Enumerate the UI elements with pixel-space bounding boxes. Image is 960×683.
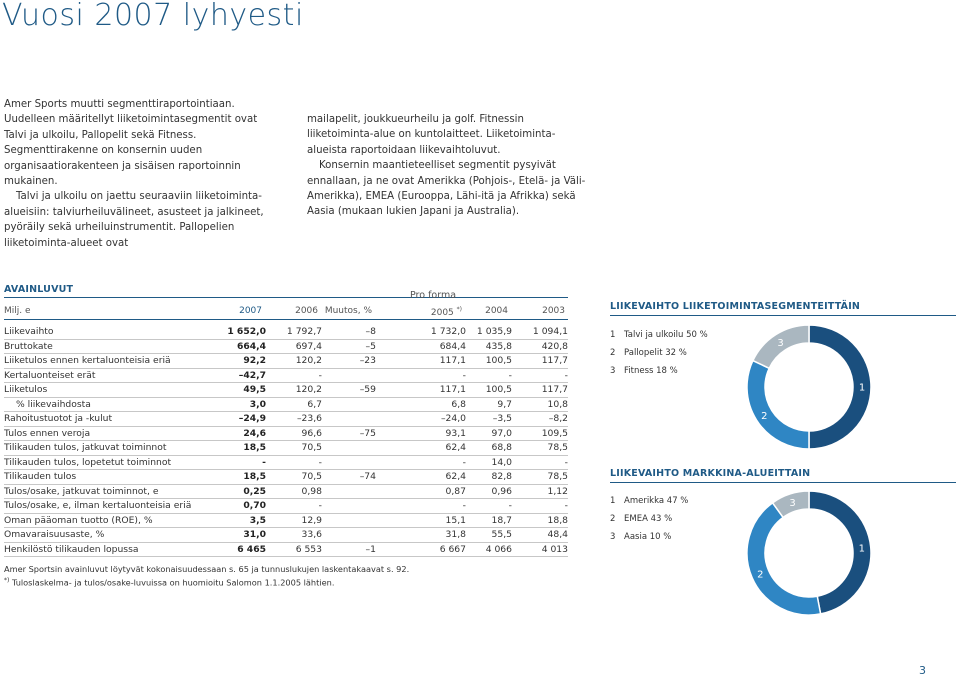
table-row	[4, 325, 568, 339]
cell-v2004: 97,0	[466, 426, 512, 441]
row-label: Liiketulos ennen kertaluonteisia eriä	[4, 354, 204, 369]
cell-v2003: 1,12	[512, 484, 568, 499]
cell-v2004: 9,7	[466, 397, 512, 412]
market-chart-heading: LIIKEVAIHTO MARKKINA-ALUEITTAIN	[610, 468, 811, 479]
cell-v2007: 24,6	[204, 426, 266, 441]
donut-slice-label: 1	[858, 543, 865, 555]
cell-v2005: 62,4	[376, 470, 466, 485]
segment-chart-heading: LIIKEVAIHTO LIIKETOIMINTASEGMENTEITTÄIN	[610, 301, 861, 312]
footnote	[4, 577, 334, 588]
cell-v2007: 664,4	[204, 339, 266, 354]
table-row	[4, 455, 568, 470]
row-label: Tulos/osake, jatkuvat toiminnot, e	[4, 484, 204, 499]
divider	[610, 315, 956, 316]
table-row	[4, 339, 568, 354]
cell-v2006: 70,5	[266, 441, 322, 456]
cell-v2006: 12,9	[266, 513, 322, 528]
cell-chg: –5	[322, 339, 376, 354]
donut-slice-label: 3	[777, 337, 784, 349]
cell-v2003: -	[512, 499, 568, 514]
segment-donut-chart	[746, 324, 872, 450]
cell-v2004: -	[466, 368, 512, 383]
col-change: Muutos, %	[324, 306, 372, 316]
intro-paragraph: Amer Sports muutti segmenttiraportointiaan. Uudelleen määritellyt liiketoimintasegmentit ovat Talvi ja ulkoilu, Pallopelit sekä Fitness. Segmenttirakenne on konsernin uuden organisaatiorakenteen ja sisäisen raportoinnin mukainen.	[4, 99, 258, 188]
table-row	[4, 383, 568, 398]
cell-v2006: –23,6	[266, 412, 322, 427]
legend-item	[610, 362, 708, 380]
footnote-text: Tuloslaskelma- ja tulos/osake-luvuissa on huomioitu Salomon 1.1.2005 lähtien.	[11, 577, 335, 588]
table-row	[4, 499, 568, 514]
cell-v2004: 1 035,9	[466, 325, 512, 339]
cell-v2004: 100,5	[466, 354, 512, 369]
row-label: Kertaluonteiset erät	[4, 368, 204, 383]
intro-paragraph: mailapelit, joukkueurheilu ja golf. Fitnessin liiketoiminta-alue on kuntolaitteet. Liiketoiminta-alueista raportoidaan liikevaihtoluvut.	[307, 114, 556, 156]
cell-v2006: 0,98	[266, 484, 322, 499]
cell-v2004: 68,8	[466, 441, 512, 456]
cell-v2007: -	[204, 455, 266, 470]
cell-v2006: 70,5	[266, 470, 322, 485]
cell-v2004: 55,5	[466, 528, 512, 543]
cell-v2005: -	[376, 499, 466, 514]
col-2003: 2003	[542, 306, 565, 316]
legend-item	[610, 528, 688, 546]
cell-chg	[322, 499, 376, 514]
cell-v2007: 6 465	[204, 542, 266, 557]
legend-label: Talvi ja ulkoilu 50 %	[624, 330, 708, 340]
cell-v2003: -	[512, 455, 568, 470]
cell-v2007: 18,5	[204, 470, 266, 485]
cell-v2004: 100,5	[466, 383, 512, 398]
cell-v2006: -	[266, 499, 322, 514]
cell-v2007: 3,5	[204, 513, 266, 528]
legend-item	[610, 326, 708, 344]
legend-item	[610, 492, 688, 510]
cell-v2005: -	[376, 368, 466, 383]
cell-v2005: -	[376, 455, 466, 470]
col-2006: 2006	[295, 306, 318, 316]
cell-chg	[322, 528, 376, 543]
row-label: Tilikauden tulos, lopetetut toiminnot	[4, 455, 204, 470]
cell-v2003: 18,8	[512, 513, 568, 528]
row-label: Liiketulos	[4, 383, 204, 398]
cell-v2003: 1 094,1	[512, 325, 568, 339]
cell-chg: –1	[322, 542, 376, 557]
legend-number: 1	[610, 330, 616, 340]
cell-v2006: 120,2	[266, 354, 322, 369]
cell-v2005: 6,8	[376, 397, 466, 412]
col-2005	[431, 306, 462, 318]
cell-v2005: 15,1	[376, 513, 466, 528]
segment-legend	[610, 326, 708, 380]
cell-v2005: 117,1	[376, 383, 466, 398]
cell-v2006: 120,2	[266, 383, 322, 398]
legend-label: Amerikka 47 %	[624, 496, 689, 506]
cell-v2003: 117,7	[512, 383, 568, 398]
donut-slice	[747, 361, 809, 449]
legend-label: Aasia 10 %	[624, 532, 672, 542]
row-label: Rahoitustuotot ja -kulut	[4, 412, 204, 427]
cell-chg: –23	[322, 354, 376, 369]
donut-slice-label: 2	[757, 569, 764, 581]
cell-v2003: 48,4	[512, 528, 568, 543]
cell-v2003: 4 013	[512, 542, 568, 557]
cell-v2006: -	[266, 368, 322, 383]
cell-v2003: 117,7	[512, 354, 568, 369]
cell-v2006: 6,7	[266, 397, 322, 412]
footnote-mark: *)	[4, 577, 10, 584]
col-2005-note: *)	[456, 306, 462, 313]
cell-v2005: 117,1	[376, 354, 466, 369]
cell-v2003: 109,5	[512, 426, 568, 441]
intro-paragraph: Konsernin maantieteelliset segmentit pysyivät ennallaan, ja ne ovat Amerikka (Pohjois-, Etelä- ja Väli-Amerikka), EMEA (Eurooppa, Lähi-itä ja Afrikka) sekä Aasia (mukaan lukien Japani ja Australia).	[307, 160, 586, 218]
intro-column-1	[4, 97, 282, 251]
cell-v2004: 14,0	[466, 455, 512, 470]
row-label: Tilikauden tulos	[4, 470, 204, 485]
cell-v2005: 684,4	[376, 339, 466, 354]
row-label: Bruttokate	[4, 339, 204, 354]
cell-v2007: 31,0	[204, 528, 266, 543]
donut-slice-label: 1	[858, 382, 866, 394]
donut-slice-label: 2	[761, 410, 768, 422]
page-number: 3	[919, 664, 926, 677]
table-row	[4, 542, 568, 557]
cell-v2005: –24,0	[376, 412, 466, 427]
cell-v2004: -	[466, 499, 512, 514]
cell-v2004: 18,7	[466, 513, 512, 528]
cell-v2005: 6 667	[376, 542, 466, 557]
cell-v2005: 93,1	[376, 426, 466, 441]
market-donut-chart	[746, 490, 872, 616]
cell-v2007: –24,9	[204, 412, 266, 427]
col-2005-year: 2005	[430, 308, 454, 318]
table-row	[4, 426, 568, 441]
donut-slice-label: 3	[789, 498, 796, 510]
cell-v2007: 49,5	[204, 383, 266, 398]
legend-number: 2	[610, 348, 616, 358]
table-row	[4, 441, 568, 456]
table-row	[4, 470, 568, 485]
legend-number: 3	[610, 532, 616, 542]
cell-v2004: 82,8	[466, 470, 512, 485]
cell-chg: –59	[322, 383, 376, 398]
table-row	[4, 528, 568, 543]
cell-chg	[322, 455, 376, 470]
row-label: % liikevaihdosta	[4, 397, 204, 412]
cell-v2006: -	[266, 455, 322, 470]
legend-number: 2	[610, 514, 616, 524]
legend-label: Fitness 18 %	[624, 366, 678, 376]
legend-label: EMEA 43 %	[624, 514, 673, 524]
col-2004: 2004	[485, 306, 508, 316]
cell-v2006: 33,6	[266, 528, 322, 543]
cell-v2006: 6 553	[266, 542, 322, 557]
legend-item	[610, 510, 688, 528]
cell-chg	[322, 484, 376, 499]
cell-chg	[322, 412, 376, 427]
cell-v2007: –42,7	[204, 368, 266, 383]
divider	[4, 297, 568, 298]
key-figures-heading: AVAINLUVUT	[4, 284, 74, 295]
market-legend	[610, 492, 688, 546]
table-row	[4, 484, 568, 499]
cell-v2005: 1 732,0	[376, 325, 466, 339]
footnote: Amer Sportsin avainluvut löytyvät kokonaisuudessaan s. 65 ja tunnuslukujen laskentakaavat s. 92.	[4, 564, 410, 574]
row-label: Omavaraisuusaste, %	[4, 528, 204, 543]
row-label: Tulos ennen veroja	[4, 426, 204, 441]
cell-chg: –75	[322, 426, 376, 441]
cell-v2005: 62,4	[376, 441, 466, 456]
table-row	[4, 368, 568, 383]
cell-v2004: –3,5	[466, 412, 512, 427]
cell-chg	[322, 513, 376, 528]
table-row	[4, 397, 568, 412]
cell-v2006: 96,6	[266, 426, 322, 441]
cell-v2007: 92,2	[204, 354, 266, 369]
cell-v2006: 1 792,7	[266, 325, 322, 339]
key-figures-table	[4, 325, 568, 557]
cell-chg: –8	[322, 325, 376, 339]
row-label: Tulos/osake, e, ilman kertaluonteisia eriä	[4, 499, 204, 514]
cell-v2003: 78,5	[512, 441, 568, 456]
page-title: Vuosi 2007 lyhyesti	[2, 0, 304, 33]
cell-v2003: –8,2	[512, 412, 568, 427]
row-label: Henkilöstö tilikauden lopussa	[4, 542, 204, 557]
row-label: Tilikauden tulos, jatkuvat toiminnot	[4, 441, 204, 456]
unit-label: Milj. e	[4, 306, 31, 316]
divider	[610, 482, 956, 483]
cell-v2007: 0,25	[204, 484, 266, 499]
legend-item	[610, 344, 708, 362]
cell-chg	[322, 368, 376, 383]
pro-forma-label: Pro forma	[410, 290, 457, 301]
col-2007: 2007	[239, 306, 262, 316]
cell-v2005: 31,8	[376, 528, 466, 543]
table-row	[4, 513, 568, 528]
cell-chg	[322, 397, 376, 412]
donut-slice	[747, 503, 821, 615]
table-row	[4, 354, 568, 369]
cell-v2005: 0,87	[376, 484, 466, 499]
cell-v2007: 3,0	[204, 397, 266, 412]
table-row	[4, 412, 568, 427]
intro-paragraph: Talvi ja ulkoilu on jaettu seuraaviin liiketoiminta-alueisiin: talviurheiluvälineet, asusteet ja jalkineet, pyöräily sekä urheiluinstrumentit. Pallopelien liiketoiminta-alueet ovat	[4, 191, 264, 249]
cell-chg	[322, 441, 376, 456]
cell-v2007: 0,70	[204, 499, 266, 514]
cell-v2007: 18,5	[204, 441, 266, 456]
cell-v2004: 0,96	[466, 484, 512, 499]
divider	[4, 319, 568, 320]
legend-number: 1	[610, 496, 616, 506]
intro-column-2	[307, 112, 589, 220]
cell-v2003: 78,5	[512, 470, 568, 485]
legend-number: 3	[610, 366, 616, 376]
cell-v2004: 4 066	[466, 542, 512, 557]
legend-label: Pallopelit 32 %	[624, 348, 687, 358]
row-label: Liikevaihto	[4, 325, 204, 339]
row-label: Oman pääoman tuotto (ROE), %	[4, 513, 204, 528]
cell-v2003: -	[512, 368, 568, 383]
cell-v2003: 420,8	[512, 339, 568, 354]
cell-chg: –74	[322, 470, 376, 485]
cell-v2007: 1 652,0	[204, 325, 266, 339]
cell-v2003: 10,8	[512, 397, 568, 412]
cell-v2004: 435,8	[466, 339, 512, 354]
cell-v2006: 697,4	[266, 339, 322, 354]
